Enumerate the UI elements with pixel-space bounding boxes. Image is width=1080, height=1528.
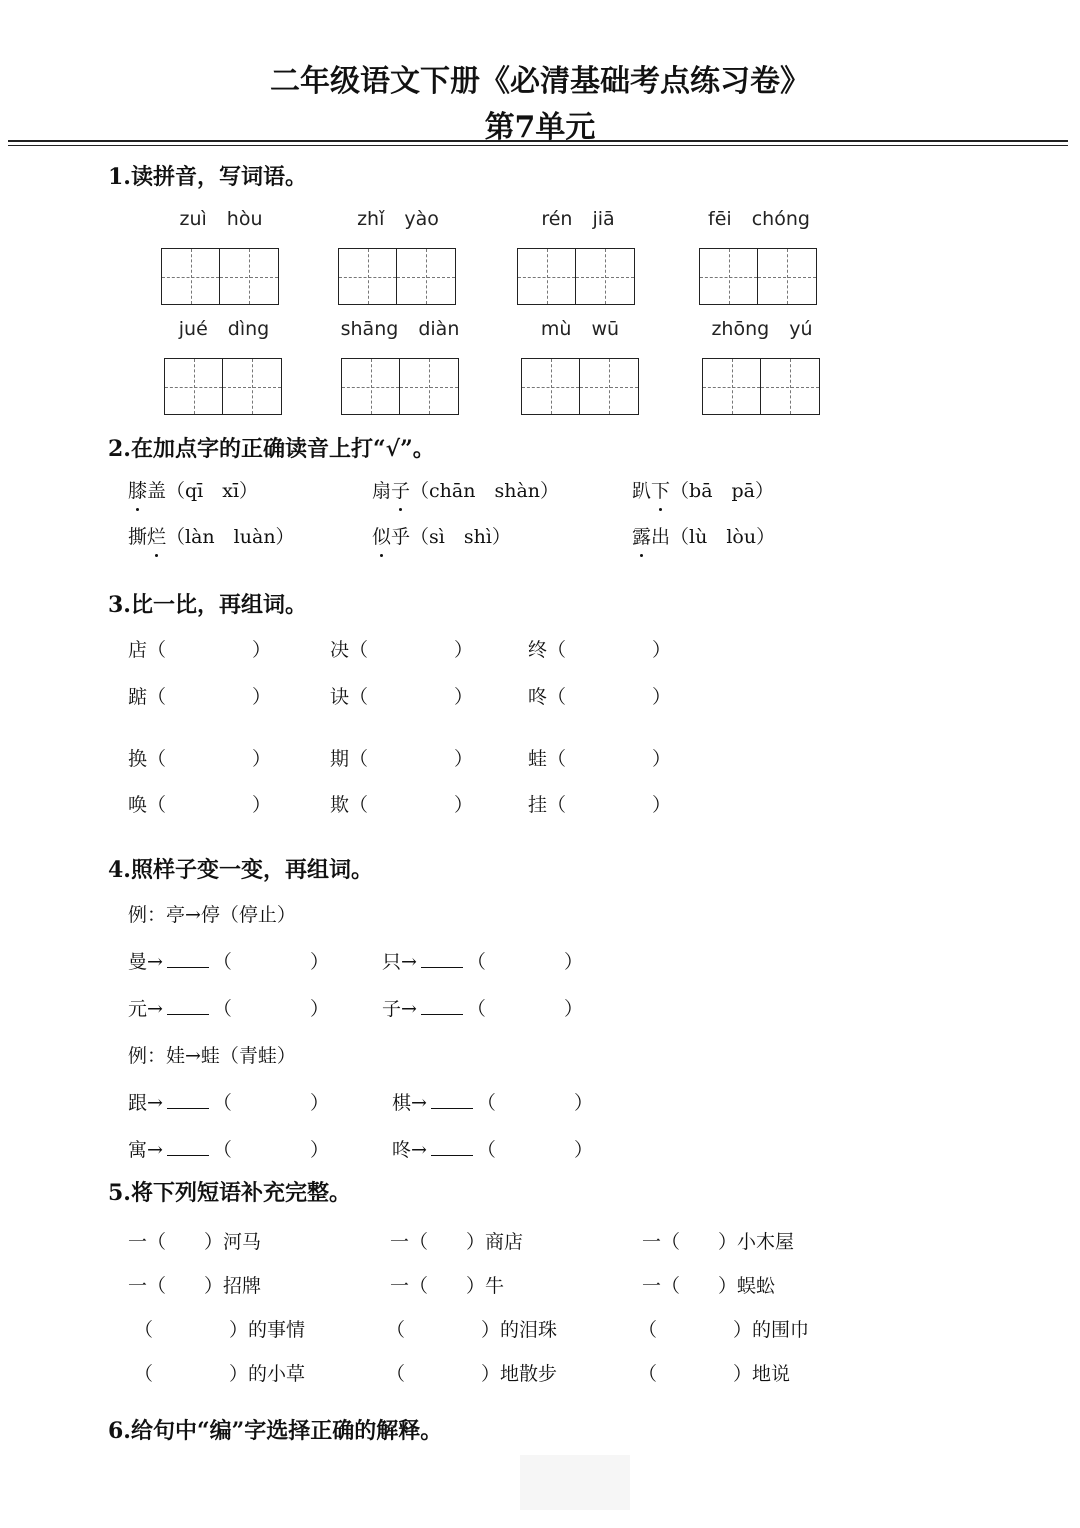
tianzige-box[interactable] — [341, 358, 459, 415]
question-5-heading: 5.将下列短语补充完整。 — [108, 1180, 351, 1206]
phrase-item[interactable]: 一（ ）招牌 — [128, 1275, 262, 1297]
reading-item[interactable]: 扇子（chān shàn） — [372, 476, 559, 503]
compare-word-item[interactable]: 咚（ ） — [528, 686, 672, 708]
transform-item[interactable]: 棋→ （ ） — [392, 1092, 593, 1114]
pinyin: jué dìng — [178, 318, 270, 340]
reading-item[interactable]: 撕烂（làn luàn） — [128, 522, 295, 549]
pinyin: mù wū — [540, 318, 620, 340]
example-line: 例：娃→蛙（青蛙） — [128, 1045, 296, 1067]
question-1-heading: 1.读拼音，写词语。 — [108, 164, 307, 190]
tianzige-box[interactable] — [164, 358, 282, 415]
pinyin: zhōng yú — [711, 318, 813, 340]
example-line: 例：亭→停（停止） — [128, 904, 296, 926]
phrase-item[interactable]: 一（ ）商店 — [390, 1231, 524, 1253]
tianzige-box[interactable] — [517, 248, 635, 305]
dotted-char: 似 — [372, 522, 391, 549]
phrase-item[interactable]: 一（ ）小木屋 — [642, 1231, 795, 1253]
tianzige-box[interactable] — [161, 248, 279, 305]
faint-watermark-area — [520, 1455, 630, 1510]
reading-item[interactable]: 趴下（bā pā） — [632, 476, 774, 503]
header-rule-thick — [8, 140, 1068, 142]
phrase-item[interactable]: （ ）地散步 — [386, 1363, 558, 1385]
unit-title: 第7单元 — [484, 110, 596, 145]
transform-item[interactable]: 只→ （ ） — [382, 951, 583, 973]
pinyin: zhǐ yào — [357, 208, 439, 230]
tianzige-box[interactable] — [338, 248, 456, 305]
dotted-char: 烂 — [147, 522, 166, 549]
compare-word-item[interactable]: 决（ ） — [330, 639, 474, 661]
question-2-heading: 2.在加点字的正确读音上打“√”。 — [108, 436, 435, 462]
compare-word-item[interactable]: 店（ ） — [128, 639, 272, 661]
transform-item[interactable]: 元→ （ ） — [128, 998, 329, 1020]
compare-word-item[interactable]: 蛙（ ） — [528, 748, 672, 770]
pinyin: rén jiā — [541, 208, 615, 230]
transform-item[interactable]: 跟→ （ ） — [128, 1092, 329, 1114]
compare-word-item[interactable]: 期（ ） — [330, 748, 474, 770]
tianzige-box[interactable] — [699, 248, 817, 305]
dotted-char: 露 — [632, 522, 651, 549]
compare-word-item[interactable]: 欺（ ） — [330, 794, 474, 816]
dotted-char: 膝 — [128, 476, 147, 503]
pinyin: fēi chóng — [708, 208, 810, 230]
question-6-heading: 6.给句中“编”字选择正确的解释。 — [108, 1418, 443, 1444]
transform-item[interactable]: 曼→ （ ） — [128, 951, 329, 973]
phrase-item[interactable]: （ ）的围巾 — [638, 1319, 810, 1341]
compare-word-item[interactable]: 换（ ） — [128, 748, 272, 770]
reading-item[interactable]: 似乎（sì shì） — [372, 522, 511, 549]
phrase-item[interactable]: （ ）的泪珠 — [386, 1319, 558, 1341]
dotted-char: 子 — [391, 476, 410, 503]
reading-item[interactable]: 膝盖（qī xī） — [128, 476, 258, 503]
tianzige-box[interactable] — [521, 358, 639, 415]
dotted-char: 下 — [651, 476, 670, 503]
compare-word-item[interactable]: 挂（ ） — [528, 794, 672, 816]
compare-word-item[interactable]: 踮（ ） — [128, 686, 272, 708]
question-3-heading: 3.比一比，再组词。 — [108, 592, 307, 618]
compare-word-item[interactable]: 终（ ） — [528, 639, 672, 661]
phrase-item[interactable]: （ ）的事情 — [134, 1319, 306, 1341]
reading-item[interactable]: 露出（lù lòu） — [632, 522, 775, 549]
phrase-item[interactable]: 一（ ）牛 — [390, 1275, 505, 1297]
transform-item[interactable]: 子→ （ ） — [382, 998, 583, 1020]
worksheet-title: 二年级语文下册《必清基础考点练习卷》 — [270, 64, 810, 99]
compare-word-item[interactable]: 唤（ ） — [128, 794, 272, 816]
phrase-item[interactable]: 一（ ）蜈蚣 — [642, 1275, 776, 1297]
transform-item[interactable]: 寓→ （ ） — [128, 1139, 329, 1161]
transform-item[interactable]: 咚→ （ ） — [392, 1139, 593, 1161]
pinyin: shāng diàn — [340, 318, 460, 340]
question-4-heading: 4.照样子变一变，再组词。 — [108, 857, 373, 883]
phrase-item[interactable]: （ ）的小草 — [134, 1363, 306, 1385]
compare-word-item[interactable]: 诀（ ） — [330, 686, 474, 708]
phrase-item[interactable]: 一（ ）河马 — [128, 1231, 262, 1253]
header-rule-thin — [8, 145, 1068, 146]
phrase-item[interactable]: （ ）地说 — [638, 1363, 791, 1385]
pinyin: zuì hòu — [179, 208, 263, 230]
tianzige-box[interactable] — [702, 358, 820, 415]
